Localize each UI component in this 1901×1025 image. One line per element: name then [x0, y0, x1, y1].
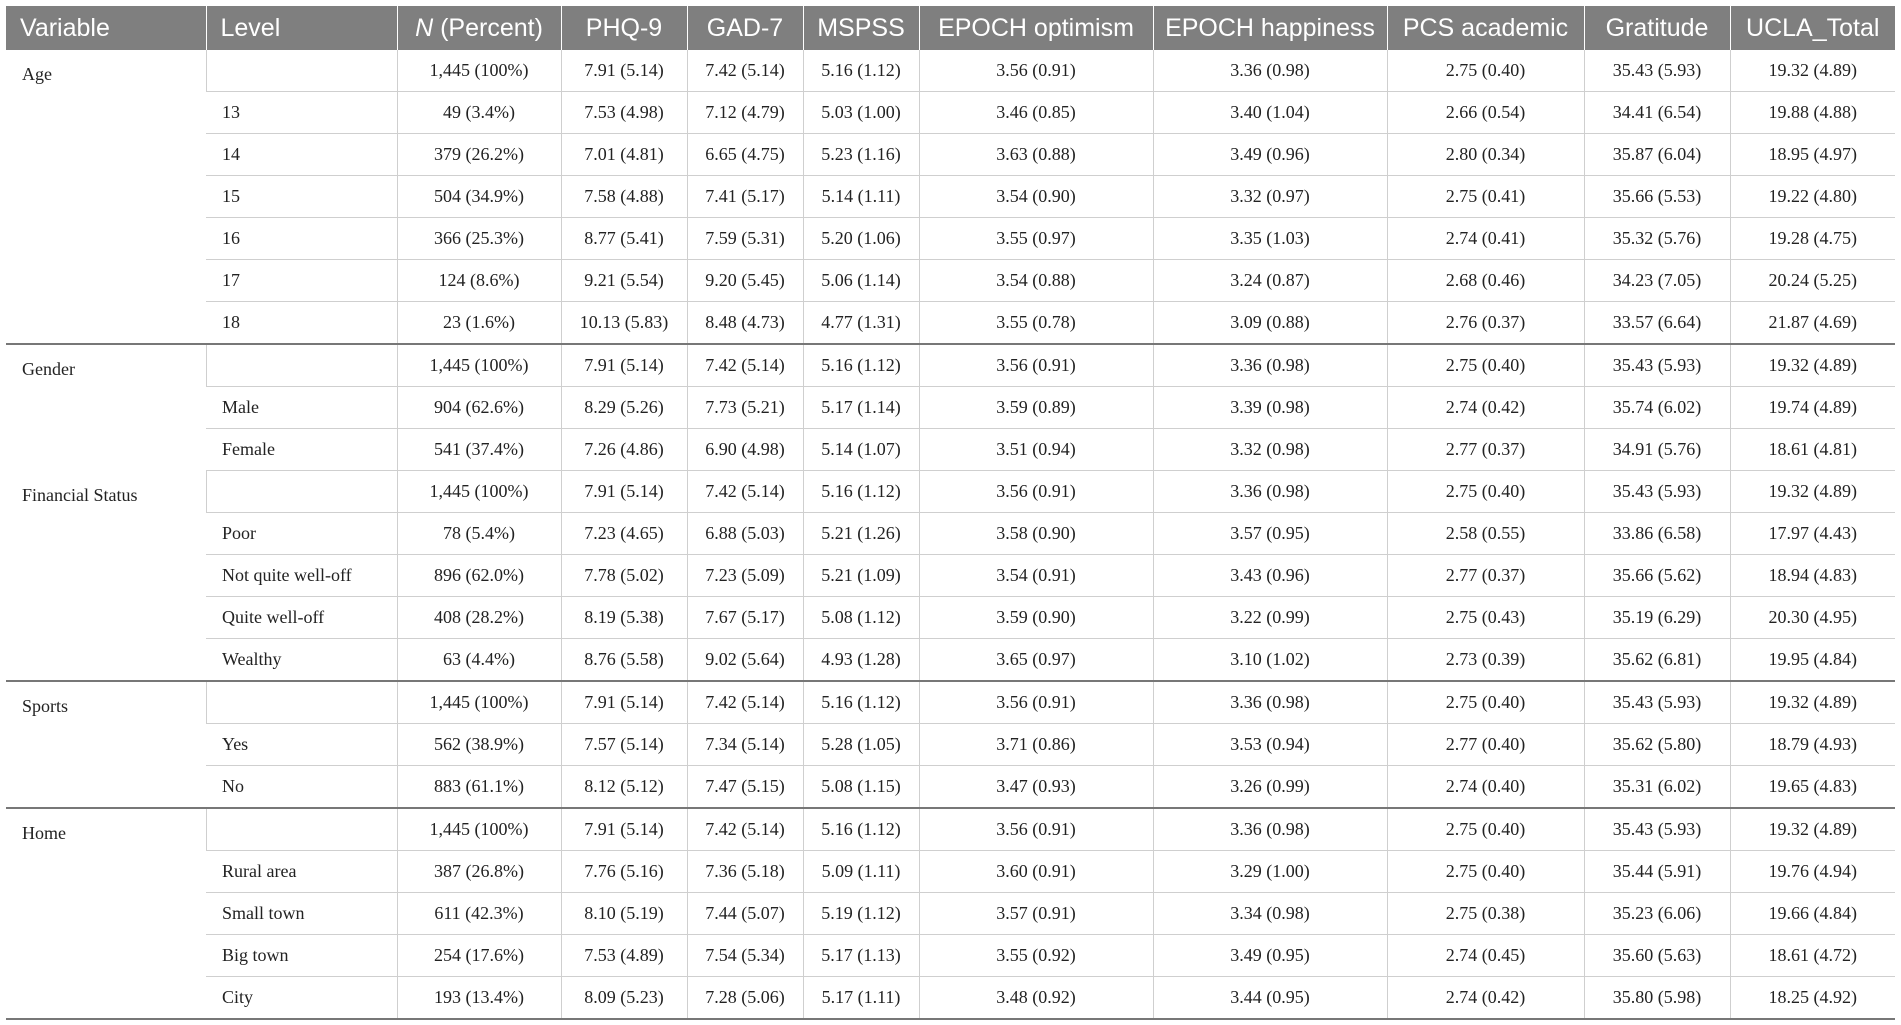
cell-pcs-academic: 2.75 (0.41) — [1387, 176, 1584, 218]
cell-ucla-total: 19.32 (4.89) — [1730, 344, 1895, 387]
table-row — [6, 344, 1895, 387]
cell-mspss: 5.08 (1.15) — [803, 766, 919, 809]
cell-phq9: 9.21 (5.54) — [561, 260, 687, 302]
cell-phq9: 7.76 (5.16) — [561, 851, 687, 893]
cell-mspss: 5.19 (1.12) — [803, 893, 919, 935]
cell-gad7: 7.42 (5.14) — [687, 808, 803, 851]
level-cell: Male — [206, 387, 397, 429]
cell-n-percent: 1,445 (100%) — [397, 681, 561, 724]
cell-gad7: 7.42 (5.14) — [687, 50, 803, 92]
table-row — [6, 851, 1895, 893]
table-row — [6, 555, 1895, 597]
cell-pcs-academic: 2.75 (0.40) — [1387, 50, 1584, 92]
cell-n-percent: 1,445 (100%) — [397, 808, 561, 851]
table-row — [6, 260, 1895, 302]
variable-cell: Home — [6, 808, 206, 1019]
cell-epoch-happiness: 3.10 (1.02) — [1153, 639, 1387, 682]
cell-phq9: 7.57 (5.14) — [561, 724, 687, 766]
cell-epoch-optimism: 3.60 (0.91) — [919, 851, 1153, 893]
cell-pcs-academic: 2.74 (0.42) — [1387, 387, 1584, 429]
cell-phq9: 8.12 (5.12) — [561, 766, 687, 809]
cell-gad7: 6.88 (5.03) — [687, 513, 803, 555]
cell-gad7: 7.28 (5.06) — [687, 977, 803, 1020]
cell-gad7: 7.67 (5.17) — [687, 597, 803, 639]
cell-gratitude: 35.62 (5.80) — [1584, 724, 1730, 766]
table-row — [6, 471, 1895, 513]
level-cell: Poor — [206, 513, 397, 555]
level-cell: Wealthy — [206, 639, 397, 682]
cell-n-percent: 124 (8.6%) — [397, 260, 561, 302]
cell-gratitude: 35.44 (5.91) — [1584, 851, 1730, 893]
cell-n-percent: 387 (26.8%) — [397, 851, 561, 893]
cell-mspss: 5.16 (1.12) — [803, 808, 919, 851]
table-row — [6, 218, 1895, 260]
table-row — [6, 724, 1895, 766]
variable-cell: Financial Status — [22, 484, 138, 505]
cell-phq9: 8.29 (5.26) — [561, 387, 687, 429]
cell-mspss: 5.23 (1.16) — [803, 134, 919, 176]
cell-epoch-happiness: 3.49 (0.95) — [1153, 935, 1387, 977]
cell-epoch-happiness: 3.32 (0.97) — [1153, 176, 1387, 218]
cell-n-percent: 408 (28.2%) — [397, 597, 561, 639]
cell-pcs-academic: 2.74 (0.45) — [1387, 935, 1584, 977]
cell-epoch-optimism: 3.63 (0.88) — [919, 134, 1153, 176]
cell-n-percent: 504 (34.9%) — [397, 176, 561, 218]
cell-gratitude: 34.23 (7.05) — [1584, 260, 1730, 302]
level-cell: City — [206, 977, 397, 1020]
cell-ucla-total: 20.30 (4.95) — [1730, 597, 1895, 639]
table-row — [6, 387, 1895, 429]
cell-phq9: 7.91 (5.14) — [561, 471, 687, 513]
header-epoch-optimism: EPOCH optimism — [919, 6, 1153, 50]
level-cell: 15 — [206, 176, 397, 218]
cell-phq9: 7.23 (4.65) — [561, 513, 687, 555]
cell-gad7: 7.12 (4.79) — [687, 92, 803, 134]
cell-mspss: 5.16 (1.12) — [803, 471, 919, 513]
cell-epoch-happiness: 3.36 (0.98) — [1153, 681, 1387, 724]
cell-n-percent: 366 (25.3%) — [397, 218, 561, 260]
cell-epoch-happiness: 3.29 (1.00) — [1153, 851, 1387, 893]
header-variable: Variable — [6, 6, 206, 50]
header-ucla-total: UCLA_Total — [1730, 6, 1895, 50]
cell-gratitude: 35.32 (5.76) — [1584, 218, 1730, 260]
cell-epoch-optimism: 3.56 (0.91) — [919, 471, 1153, 513]
table-row — [6, 639, 1895, 682]
cell-ucla-total: 19.32 (4.89) — [1730, 50, 1895, 92]
cell-ucla-total: 20.24 (5.25) — [1730, 260, 1895, 302]
cell-ucla-total: 19.32 (4.89) — [1730, 808, 1895, 851]
cell-gad7: 9.20 (5.45) — [687, 260, 803, 302]
cell-gad7: 6.65 (4.75) — [687, 134, 803, 176]
cell-epoch-optimism: 3.58 (0.90) — [919, 513, 1153, 555]
cell-epoch-happiness: 3.44 (0.95) — [1153, 977, 1387, 1020]
level-cell: Female — [206, 429, 397, 471]
cell-epoch-happiness: 3.36 (0.98) — [1153, 808, 1387, 851]
cell-gad7: 8.48 (4.73) — [687, 302, 803, 345]
cell-pcs-academic: 2.58 (0.55) — [1387, 513, 1584, 555]
cell-ucla-total: 19.22 (4.80) — [1730, 176, 1895, 218]
cell-mspss: 4.93 (1.28) — [803, 639, 919, 682]
cell-phq9: 10.13 (5.83) — [561, 302, 687, 345]
cell-epoch-happiness: 3.26 (0.99) — [1153, 766, 1387, 809]
table-row — [6, 893, 1895, 935]
cell-pcs-academic: 2.75 (0.40) — [1387, 681, 1584, 724]
cell-phq9: 7.53 (4.89) — [561, 935, 687, 977]
cell-epoch-optimism: 3.56 (0.91) — [919, 50, 1153, 92]
cell-gratitude: 35.60 (5.63) — [1584, 935, 1730, 977]
header-row — [6, 6, 1895, 50]
cell-n-percent: 379 (26.2%) — [397, 134, 561, 176]
cell-ucla-total: 18.61 (4.81) — [1730, 429, 1895, 471]
cell-n-percent: 904 (62.6%) — [397, 387, 561, 429]
cell-gratitude: 35.19 (6.29) — [1584, 597, 1730, 639]
level-cell: 13 — [206, 92, 397, 134]
header-level: Level — [206, 6, 397, 50]
cell-epoch-optimism: 3.48 (0.92) — [919, 977, 1153, 1020]
cell-gad7: 7.44 (5.07) — [687, 893, 803, 935]
header-gratitude: Gratitude — [1584, 6, 1730, 50]
cell-mspss: 5.16 (1.12) — [803, 50, 919, 92]
cell-phq9: 8.10 (5.19) — [561, 893, 687, 935]
cell-n-percent: 254 (17.6%) — [397, 935, 561, 977]
header-epoch-happiness: EPOCH happiness — [1153, 6, 1387, 50]
cell-epoch-optimism: 3.46 (0.85) — [919, 92, 1153, 134]
table-row — [6, 176, 1895, 218]
cell-ucla-total: 18.61 (4.72) — [1730, 935, 1895, 977]
cell-epoch-optimism: 3.55 (0.97) — [919, 218, 1153, 260]
header-n-italic: N — [415, 13, 434, 42]
cell-epoch-optimism: 3.54 (0.90) — [919, 176, 1153, 218]
cell-pcs-academic: 2.75 (0.40) — [1387, 851, 1584, 893]
cell-gratitude: 35.31 (6.02) — [1584, 766, 1730, 809]
cell-phq9: 8.76 (5.58) — [561, 639, 687, 682]
level-cell: Quite well-off — [206, 597, 397, 639]
cell-mspss: 5.06 (1.14) — [803, 260, 919, 302]
cell-gratitude: 35.43 (5.93) — [1584, 344, 1730, 387]
table-row — [6, 513, 1895, 555]
cell-phq9: 7.53 (4.98) — [561, 92, 687, 134]
cell-pcs-academic: 2.75 (0.40) — [1387, 808, 1584, 851]
cell-n-percent: 78 (5.4%) — [397, 513, 561, 555]
cell-gad7: 7.41 (5.17) — [687, 176, 803, 218]
cell-n-percent: 541 (37.4%) — [397, 429, 561, 471]
level-cell: Yes — [206, 724, 397, 766]
level-cell: Big town — [206, 935, 397, 977]
cell-phq9: 7.26 (4.86) — [561, 429, 687, 471]
cell-n-percent: 1,445 (100%) — [397, 471, 561, 513]
cell-ucla-total: 18.25 (4.92) — [1730, 977, 1895, 1020]
cell-epoch-happiness: 3.39 (0.98) — [1153, 387, 1387, 429]
cell-ucla-total: 21.87 (4.69) — [1730, 302, 1895, 345]
cell-mspss: 5.16 (1.12) — [803, 344, 919, 387]
cell-gad7: 7.42 (5.14) — [687, 344, 803, 387]
cell-gratitude: 35.43 (5.93) — [1584, 50, 1730, 92]
level-cell — [206, 808, 397, 851]
cell-ucla-total: 18.79 (4.93) — [1730, 724, 1895, 766]
cell-epoch-optimism: 3.55 (0.92) — [919, 935, 1153, 977]
table-row — [6, 935, 1895, 977]
cell-n-percent: 611 (42.3%) — [397, 893, 561, 935]
cell-gratitude: 34.41 (6.54) — [1584, 92, 1730, 134]
cell-phq9: 7.58 (4.88) — [561, 176, 687, 218]
cell-mspss: 5.09 (1.11) — [803, 851, 919, 893]
cell-n-percent: 49 (3.4%) — [397, 92, 561, 134]
cell-ucla-total: 19.28 (4.75) — [1730, 218, 1895, 260]
cell-ucla-total: 19.88 (4.88) — [1730, 92, 1895, 134]
descriptive-statistics-table-container — [6, 6, 1895, 1020]
cell-ucla-total: 19.66 (4.84) — [1730, 893, 1895, 935]
cell-gratitude: 35.87 (6.04) — [1584, 134, 1730, 176]
cell-n-percent: 1,445 (100%) — [397, 50, 561, 92]
cell-n-percent: 1,445 (100%) — [397, 344, 561, 387]
level-cell: 16 — [206, 218, 397, 260]
cell-phq9: 7.01 (4.81) — [561, 134, 687, 176]
cell-epoch-happiness: 3.09 (0.88) — [1153, 302, 1387, 345]
cell-gad7: 6.90 (4.98) — [687, 429, 803, 471]
cell-epoch-happiness: 3.35 (1.03) — [1153, 218, 1387, 260]
cell-gratitude: 35.66 (5.53) — [1584, 176, 1730, 218]
level-cell — [206, 344, 397, 387]
header-phq9: PHQ-9 — [561, 6, 687, 50]
cell-epoch-optimism: 3.59 (0.90) — [919, 597, 1153, 639]
cell-epoch-optimism: 3.71 (0.86) — [919, 724, 1153, 766]
cell-gratitude: 33.57 (6.64) — [1584, 302, 1730, 345]
cell-epoch-optimism: 3.47 (0.93) — [919, 766, 1153, 809]
cell-pcs-academic: 2.75 (0.40) — [1387, 471, 1584, 513]
cell-epoch-happiness: 3.40 (1.04) — [1153, 92, 1387, 134]
cell-ucla-total: 18.94 (4.83) — [1730, 555, 1895, 597]
cell-ucla-total: 17.97 (4.43) — [1730, 513, 1895, 555]
cell-gad7: 7.54 (5.34) — [687, 935, 803, 977]
cell-ucla-total: 19.32 (4.89) — [1730, 681, 1895, 724]
table-row — [6, 766, 1895, 809]
cell-gratitude: 35.43 (5.93) — [1584, 681, 1730, 724]
cell-phq9: 7.91 (5.14) — [561, 50, 687, 92]
cell-mspss: 5.14 (1.11) — [803, 176, 919, 218]
cell-pcs-academic: 2.77 (0.40) — [1387, 724, 1584, 766]
table-row — [6, 808, 1895, 851]
cell-epoch-optimism: 3.55 (0.78) — [919, 302, 1153, 345]
cell-epoch-happiness: 3.32 (0.98) — [1153, 429, 1387, 471]
cell-pcs-academic: 2.75 (0.38) — [1387, 893, 1584, 935]
table-row — [6, 302, 1895, 345]
level-cell — [206, 471, 397, 513]
cell-epoch-optimism: 3.57 (0.91) — [919, 893, 1153, 935]
cell-gad7: 7.42 (5.14) — [687, 471, 803, 513]
cell-n-percent: 883 (61.1%) — [397, 766, 561, 809]
cell-pcs-academic: 2.73 (0.39) — [1387, 639, 1584, 682]
cell-pcs-academic: 2.75 (0.40) — [1387, 344, 1584, 387]
cell-pcs-academic: 2.77 (0.37) — [1387, 555, 1584, 597]
cell-n-percent: 23 (1.6%) — [397, 302, 561, 345]
table-row — [6, 597, 1895, 639]
cell-mspss: 5.17 (1.14) — [803, 387, 919, 429]
cell-mspss: 5.21 (1.26) — [803, 513, 919, 555]
cell-gad7: 7.59 (5.31) — [687, 218, 803, 260]
cell-phq9: 8.19 (5.38) — [561, 597, 687, 639]
cell-gratitude: 35.66 (5.62) — [1584, 555, 1730, 597]
level-cell: No — [206, 766, 397, 809]
cell-pcs-academic: 2.75 (0.43) — [1387, 597, 1584, 639]
table-row — [6, 50, 1895, 92]
level-cell — [206, 50, 397, 92]
cell-ucla-total: 19.95 (4.84) — [1730, 639, 1895, 682]
level-cell: Rural area — [206, 851, 397, 893]
cell-phq9: 8.77 (5.41) — [561, 218, 687, 260]
cell-gad7: 9.02 (5.64) — [687, 639, 803, 682]
cell-gratitude: 35.74 (6.02) — [1584, 387, 1730, 429]
cell-epoch-happiness: 3.43 (0.96) — [1153, 555, 1387, 597]
cell-gratitude: 35.80 (5.98) — [1584, 977, 1730, 1020]
cell-ucla-total: 19.65 (4.83) — [1730, 766, 1895, 809]
level-cell — [206, 681, 397, 724]
variable-cell: Sports — [6, 681, 206, 808]
header-pcs-academic: PCS academic — [1387, 6, 1584, 50]
header-n-percent — [397, 6, 561, 50]
cell-epoch-happiness: 3.57 (0.95) — [1153, 513, 1387, 555]
cell-epoch-optimism: 3.51 (0.94) — [919, 429, 1153, 471]
cell-epoch-optimism: 3.56 (0.91) — [919, 681, 1153, 724]
table-header — [6, 6, 1895, 50]
cell-phq9: 7.91 (5.14) — [561, 344, 687, 387]
cell-gratitude: 35.23 (6.06) — [1584, 893, 1730, 935]
header-n-rest: (Percent) — [433, 13, 543, 42]
table-body — [6, 50, 1895, 1019]
cell-gad7: 7.73 (5.21) — [687, 387, 803, 429]
cell-gratitude: 35.43 (5.93) — [1584, 808, 1730, 851]
cell-gad7: 7.42 (5.14) — [687, 681, 803, 724]
cell-gratitude: 34.91 (5.76) — [1584, 429, 1730, 471]
variable-cell: Gender — [6, 344, 206, 471]
cell-pcs-academic: 2.77 (0.37) — [1387, 429, 1584, 471]
cell-mspss: 5.17 (1.13) — [803, 935, 919, 977]
table-row — [6, 681, 1895, 724]
cell-phq9: 7.91 (5.14) — [561, 681, 687, 724]
cell-epoch-happiness: 3.49 (0.96) — [1153, 134, 1387, 176]
cell-n-percent: 562 (38.9%) — [397, 724, 561, 766]
cell-n-percent: 63 (4.4%) — [397, 639, 561, 682]
cell-mspss: 5.08 (1.12) — [803, 597, 919, 639]
cell-pcs-academic: 2.74 (0.40) — [1387, 766, 1584, 809]
cell-phq9: 8.09 (5.23) — [561, 977, 687, 1020]
cell-gratitude: 33.86 (6.58) — [1584, 513, 1730, 555]
cell-mspss: 5.28 (1.05) — [803, 724, 919, 766]
cell-pcs-academic: 2.76 (0.37) — [1387, 302, 1584, 345]
cell-epoch-optimism: 3.56 (0.91) — [919, 344, 1153, 387]
level-cell: 17 — [206, 260, 397, 302]
level-cell: Not quite well-off — [206, 555, 397, 597]
cell-pcs-academic: 2.68 (0.46) — [1387, 260, 1584, 302]
cell-mspss: 5.03 (1.00) — [803, 92, 919, 134]
descriptive-statistics-table — [6, 6, 1895, 1020]
cell-gad7: 7.36 (5.18) — [687, 851, 803, 893]
cell-ucla-total: 19.76 (4.94) — [1730, 851, 1895, 893]
cell-n-percent: 193 (13.4%) — [397, 977, 561, 1020]
cell-epoch-optimism: 3.59 (0.89) — [919, 387, 1153, 429]
cell-mspss: 5.20 (1.06) — [803, 218, 919, 260]
cell-mspss: 5.14 (1.07) — [803, 429, 919, 471]
cell-gad7: 7.47 (5.15) — [687, 766, 803, 809]
cell-pcs-academic: 2.74 (0.41) — [1387, 218, 1584, 260]
cell-epoch-happiness: 3.53 (0.94) — [1153, 724, 1387, 766]
cell-epoch-happiness: 3.36 (0.98) — [1153, 50, 1387, 92]
cell-epoch-happiness: 3.34 (0.98) — [1153, 893, 1387, 935]
cell-ucla-total: 19.32 (4.89) — [1730, 471, 1895, 513]
variable-cell: Age — [22, 64, 52, 84]
cell-pcs-academic: 2.66 (0.54) — [1387, 92, 1584, 134]
cell-epoch-optimism: 3.54 (0.91) — [919, 555, 1153, 597]
cell-gratitude: 35.62 (6.81) — [1584, 639, 1730, 682]
cell-pcs-academic: 2.74 (0.42) — [1387, 977, 1584, 1020]
table-row — [6, 134, 1895, 176]
cell-gratitude: 35.43 (5.93) — [1584, 471, 1730, 513]
cell-gad7: 7.23 (5.09) — [687, 555, 803, 597]
level-cell: Small town — [206, 893, 397, 935]
cell-epoch-optimism: 3.54 (0.88) — [919, 260, 1153, 302]
cell-epoch-happiness: 3.36 (0.98) — [1153, 471, 1387, 513]
cell-mspss: 5.21 (1.09) — [803, 555, 919, 597]
cell-phq9: 7.91 (5.14) — [561, 808, 687, 851]
cell-epoch-happiness: 3.24 (0.87) — [1153, 260, 1387, 302]
level-cell: 18 — [206, 302, 397, 345]
cell-ucla-total: 19.74 (4.89) — [1730, 387, 1895, 429]
table-row — [6, 429, 1895, 471]
cell-phq9: 7.78 (5.02) — [561, 555, 687, 597]
cell-gad7: 7.34 (5.14) — [687, 724, 803, 766]
cell-ucla-total: 18.95 (4.97) — [1730, 134, 1895, 176]
table-row — [6, 92, 1895, 134]
cell-epoch-optimism: 3.65 (0.97) — [919, 639, 1153, 682]
cell-epoch-happiness: 3.22 (0.99) — [1153, 597, 1387, 639]
header-mspss: MSPSS — [803, 6, 919, 50]
level-cell: 14 — [206, 134, 397, 176]
cell-mspss: 4.77 (1.31) — [803, 302, 919, 345]
cell-epoch-optimism: 3.56 (0.91) — [919, 808, 1153, 851]
cell-mspss: 5.17 (1.11) — [803, 977, 919, 1020]
cell-n-percent: 896 (62.0%) — [397, 555, 561, 597]
cell-pcs-academic: 2.80 (0.34) — [1387, 134, 1584, 176]
cell-mspss: 5.16 (1.12) — [803, 681, 919, 724]
cell-epoch-happiness: 3.36 (0.98) — [1153, 344, 1387, 387]
table-row — [6, 977, 1895, 1020]
header-gad7: GAD-7 — [687, 6, 803, 50]
